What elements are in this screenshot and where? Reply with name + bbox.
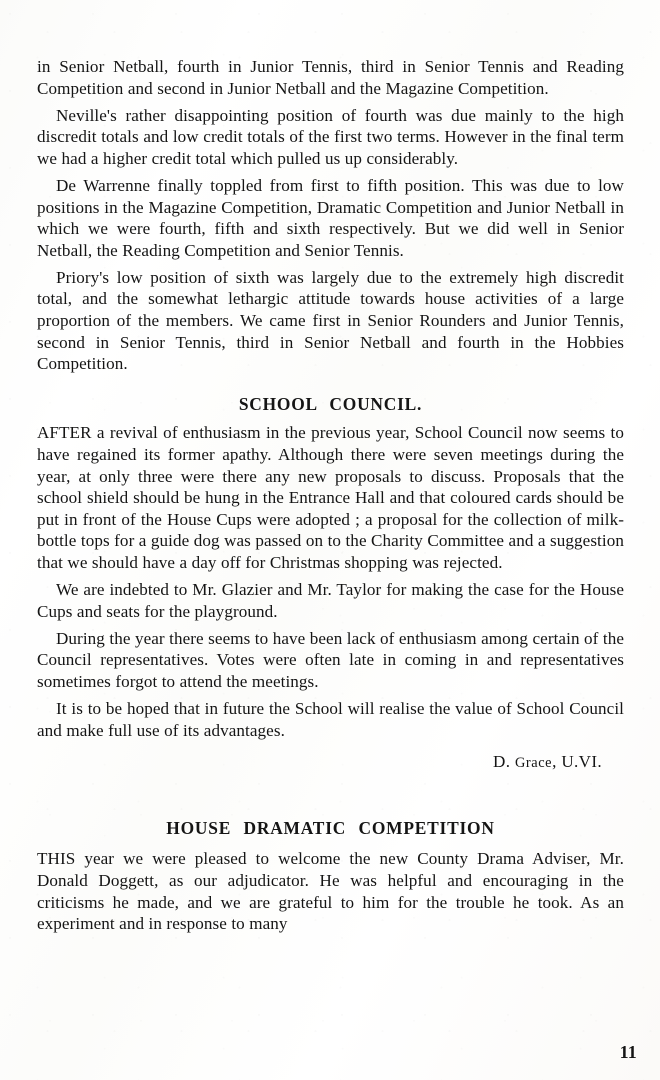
paragraph: Neville's rather disappointing position of fourth was due mainly to the high discredit totals and low credit totals of the first two terms. However in the final term we had a higher credit total which pulled us up considerably. — [37, 105, 624, 168]
article-byline — [37, 741, 624, 775]
paragraph: Priory's low position of sixth was largely due to the extremely high discredit total, and the somewhat lethargic attitude towards house activities of a large proportion of the members. We came first in Senior Rounders and Junior Tennis, second in Senior Tennis, third in Senior Netball and fourth in the Hobbies Competition. — [37, 267, 624, 374]
page-number: 11 — [619, 1042, 637, 1062]
byline-suffix: , U.VI. — [552, 752, 602, 772]
paragraph: THIS year we were pleased to welcome the new County Drama Adviser, Mr. Donald Doggett, as our adjudicator. He was helpful and encouraging in the criticisms he made, and we are grateful to him for the trouble he took. As an experiment and in response to many — [37, 849, 624, 934]
paragraph: It is to be hoped that in future the School will realise the value of School Council and make full use of its advantages. — [37, 699, 624, 740]
heading-wrapper — [37, 775, 624, 849]
top-margin-spacer — [37, 0, 624, 56]
heading-wrapper — [37, 375, 624, 423]
house-results-section — [37, 56, 624, 375]
paragraph: in Senior Netball, fourth in Junior Tennis, third in Senior Tennis and Reading Competition and second in Junior Netball and the Magazine Competition. — [37, 57, 624, 98]
school-council-section — [37, 375, 624, 775]
text-column — [37, 0, 624, 935]
paragraph: De Warrenne finally toppled from first to fifth position. This was due to low positions in the Magazine Competition, Dramatic Competition and Junior Netball in which we were fourth, fifth and sixth respectively. But we did well in Senior Netball, the Reading Competition and Senior Tennis. — [37, 175, 624, 260]
paragraph: AFTER a revival of enthusiasm in the previous year, School Council now seems to have regained its former apathy. Although there were seven meetings during the year, at only three were there any new proposals to discuss. Proposals that the school shield should be hung in the Entrance Hall and that coloured cards should be put in front of the House Cups were adopted ; a proposal for the collection of milk-bottle tops for a guide dog was passed on to the Charity Committee and a suggestion that we should have a day off for Christmas shopping was rejected. — [37, 423, 624, 572]
section-heading-school-council: SCHOOL COUNCIL. — [238, 393, 423, 414]
byline-surname: Grace — [514, 755, 553, 772]
house-dramatic-competition-section — [37, 775, 624, 935]
section-heading-house-dramatic-competition: HOUSE DRAMATIC COMPETITION — [166, 817, 495, 838]
paragraph: During the year there seems to have been lack of enthusiasm among certain of the Council representatives. Votes were often late in coming in and representatives sometimes forgot to attend the meetings. — [37, 628, 624, 691]
paragraph: We are indebted to Mr. Glazier and Mr. Taylor for making the case for the House Cups and seats for the playground. — [37, 580, 624, 621]
byline-initial: D. — [493, 752, 515, 772]
